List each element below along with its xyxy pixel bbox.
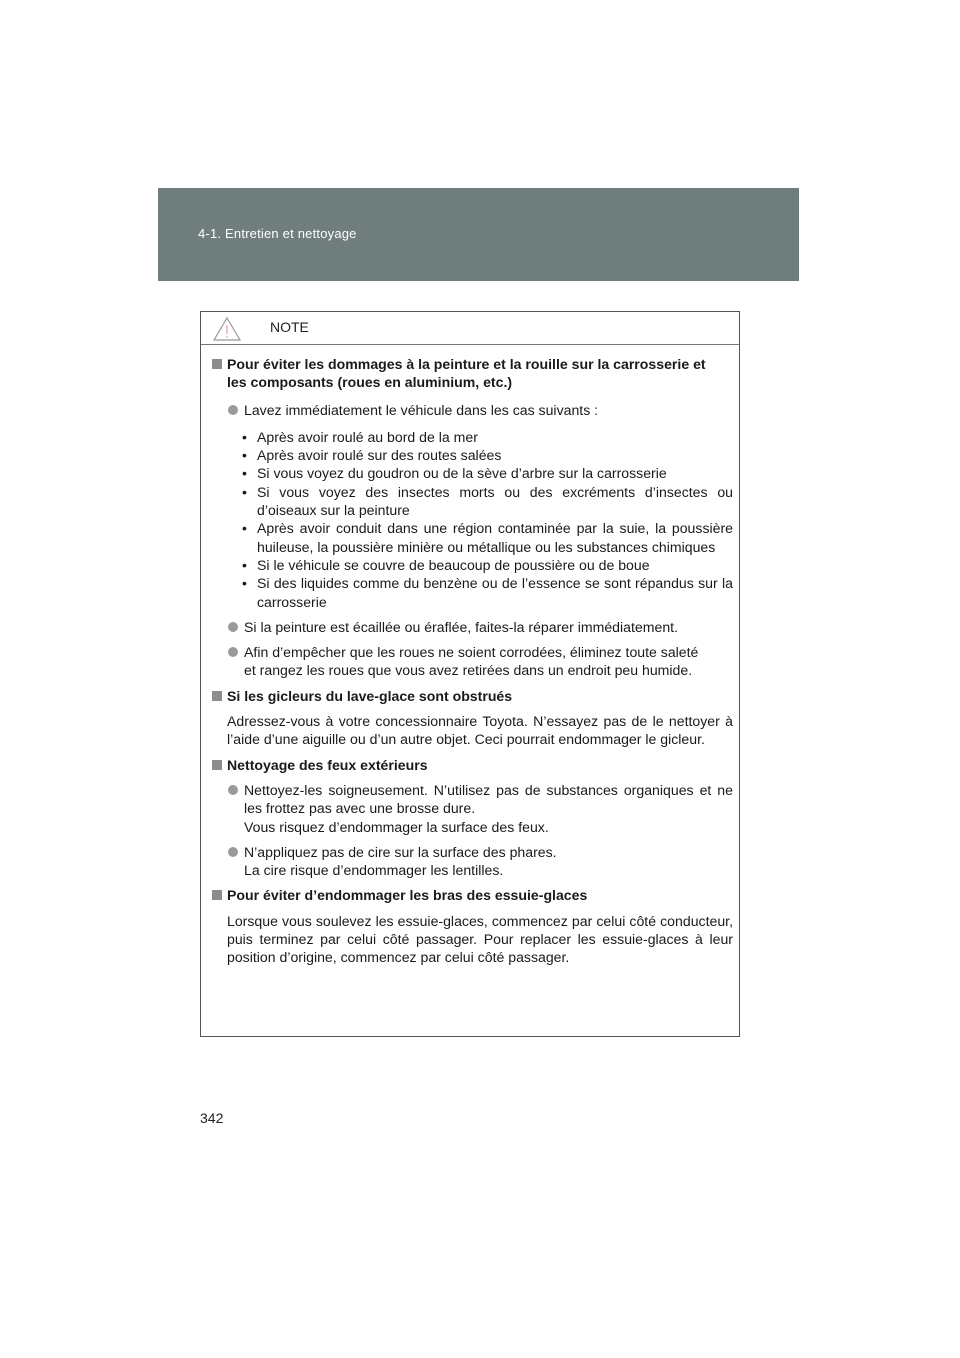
item-text: Nettoyez-les soigneusement. N’utilisez pas de substances organiques et ne les frottez pas avec une brosse dure. [244, 781, 733, 817]
section-header-band [158, 188, 799, 281]
item-text: Vous risquez d’endommager la surface des feux. [244, 818, 549, 835]
square-bullet-icon [212, 760, 222, 770]
circle-bullet-icon [228, 647, 238, 657]
item-text: Si vous voyez du goudron ou de la sève d’arbre sur la carrosserie [257, 465, 667, 482]
list-item [212, 401, 733, 419]
item-text: Après avoir conduit dans une région contaminée par la suie, la poussière huileuse, la poussière minière ou métallique ou les substances chimiques [257, 520, 733, 555]
item-text: La cire risque d’endommager les lentilles. [244, 862, 504, 879]
item-text: Après avoir roulé au bord de la mer [257, 428, 478, 445]
list-item [212, 781, 733, 836]
heading-line: Pour éviter les dommages à la peinture et la rouille sur la carrosserie et [227, 356, 706, 372]
warning-triangle-icon [213, 317, 241, 341]
heading-text: Si les gicleurs du lave-glace sont obstrués [227, 687, 513, 704]
item-text: Si vous voyez des insectes morts ou des excréments d’insectes ou d’oiseaux sur la peinture [257, 483, 733, 519]
item-text: Lavez immédiatement le véhicule dans les cas suivants : [244, 401, 599, 418]
page-number: 342 [200, 1110, 224, 1126]
item-text: et rangez les roues que vous avez retirées dans un endroit peu humide. [244, 662, 693, 679]
list-item: • Si des liquides comme du benzène ou de l’essence se sont répandus sur la carrosserie [242, 575, 733, 610]
square-bullet-icon [212, 359, 222, 369]
note-box [200, 311, 740, 1037]
item-text: N’appliquez pas de cire sur la surface des phares. [244, 843, 557, 860]
section-title: 4-1. Entretien et nettoyage [198, 226, 357, 241]
note-header [201, 312, 739, 345]
square-bullet-icon [212, 890, 222, 900]
heading-line: les composants (roues en aluminium, etc.) [227, 374, 513, 391]
paragraph: Adressez-vous à votre concessionnaire Toyota. N’essayez pas de le nettoyer à l’aide d’une aiguille ou d’un autre objet. Ceci pourrait endommager le gicleur. [227, 713, 733, 748]
circle-bullet-icon [228, 785, 238, 795]
note-label: NOTE [270, 319, 309, 335]
list-item [212, 643, 733, 680]
note-body [201, 345, 739, 967]
section-heading-paint-rust [212, 355, 733, 392]
list-item: • Après avoir conduit dans une région contaminée par la suie, la poussière huileuse, la poussière minière ou métallique ou les substances chimiques [242, 520, 733, 555]
bullet-list [212, 428, 733, 611]
section-heading-wiper-arms [212, 886, 733, 904]
list-item: • Si vous voyez du goudron ou de la sève d’arbre sur la carrosserie [242, 465, 667, 482]
section-heading-exterior-lights [212, 756, 733, 774]
list-item: • Si le véhicule se couvre de beaucoup de poussière ou de boue [242, 556, 650, 573]
list-item: • Après avoir roulé au bord de la mer [242, 428, 478, 445]
heading-text: Nettoyage des feux extérieurs [227, 756, 428, 773]
list-item: • Après avoir roulé sur des routes salées [242, 447, 502, 464]
paragraph: Lorsque vous soulevez les essuie-glaces, commencez par celui côté conducteur, puis terminez par celui côté passager. Pour replacer les essuie-glaces à leur position d’origine, commencez par celui côté passager. [227, 912, 733, 966]
circle-bullet-icon [228, 847, 238, 857]
item-text: Si des liquides comme du benzène ou de l’essence se sont répandus sur la carrosserie [257, 575, 733, 610]
list-item [212, 843, 733, 880]
item-text: Afin d’empêcher que les roues ne soient corrodées, éliminez toute saleté [244, 644, 699, 661]
item-text: Si la peinture est écaillée ou éraflée, faites-la réparer immédiatement. [244, 618, 678, 635]
heading-text: Pour éviter d’endommager les bras des essuie-glaces [227, 887, 588, 904]
circle-bullet-icon [228, 622, 238, 632]
list-item: • Si vous voyez des insectes morts ou des excréments d’insectes ou d’oiseaux sur la peinture [242, 483, 733, 519]
item-text: Après avoir roulé sur des routes salées [257, 447, 502, 464]
list-item [212, 618, 733, 636]
square-bullet-icon [212, 691, 222, 701]
item-text: Si le véhicule se couvre de beaucoup de poussière ou de boue [257, 556, 650, 573]
section-heading-washer-nozzles [212, 687, 733, 705]
circle-bullet-icon [228, 405, 238, 415]
